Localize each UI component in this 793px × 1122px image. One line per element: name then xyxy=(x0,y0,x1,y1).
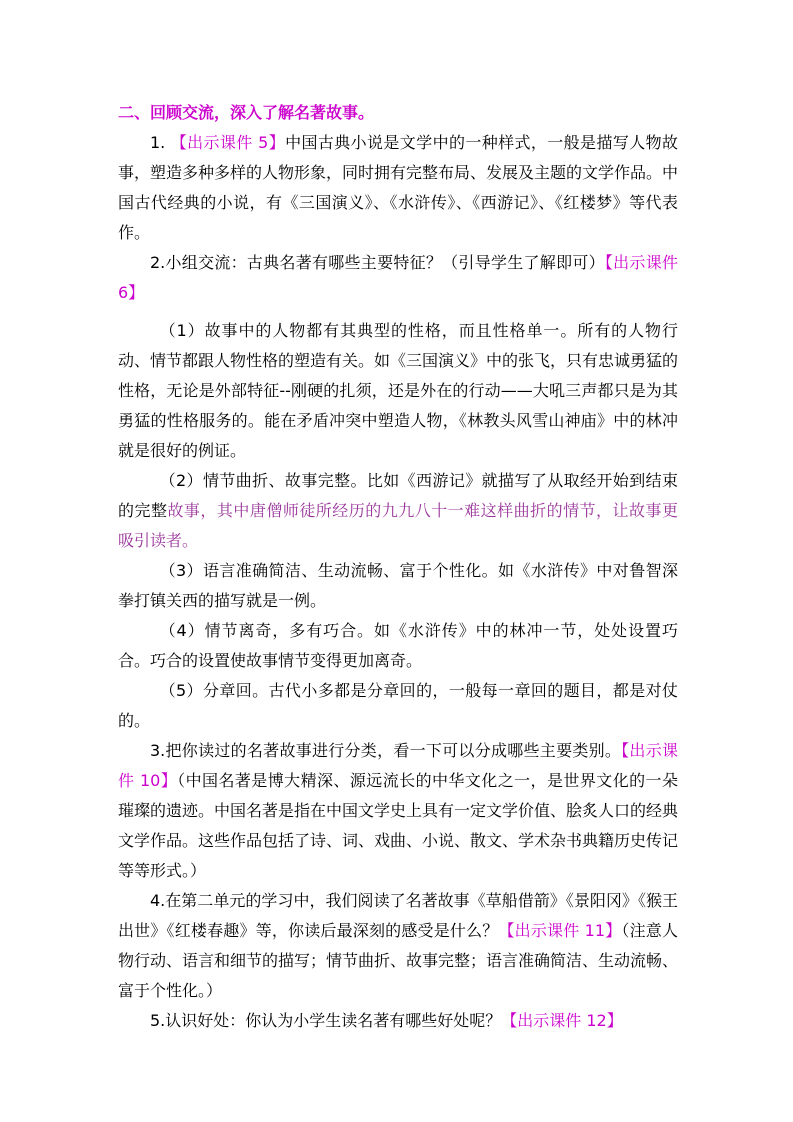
feature-2-text: （2）情节曲折、故事完整。比如《西游记》就描写了从取经开始到结束的完整 xyxy=(118,471,678,520)
feature-4: （4）情节离奇，多有巧合。如《水浒传》中的林冲一节，处处设置巧合。巧合的设置使故事情节变得更加离奇。 xyxy=(118,621,678,670)
paragraph-5 xyxy=(118,1006,678,1036)
paragraph-2-text: 2.小组交流：古典名著有哪些主要特征？（引导学生了解即可） xyxy=(150,253,605,272)
feature-2-highlight: 故事，其中唐僧师徒所经历的九九八十一难这样曲折的情节，让故事更吸引读者。 xyxy=(118,501,678,550)
courseware-tag-11: 【出示课件 11】 xyxy=(498,921,622,940)
paragraph-5-text: 5.认识好处：你认为小学生读名著有哪些好处呢？ xyxy=(150,1011,502,1030)
paragraph-4-note: （注意人物行动、语言和细节的描写；情节曲折、故事完整；语言准确简洁、生动流畅、富于个性化。） xyxy=(118,921,679,1000)
paragraph-1-text: 中国古典小说是文学中的一种样式，一般是描写人物故事，塑造多种多样的人物形象，同时拥有完整布局、发展及主题的文学作品。中国古代经典的小说，有《三国演义》、《水浒传》、《西游记》、《红楼梦》等代表作。 xyxy=(118,133,679,242)
feature-3: （3）语言准确简洁、生动流畅、富于个性化。如《水浒传》中对鲁智深拳打镇关西的描写就是一例。 xyxy=(118,561,678,610)
paragraph-1 xyxy=(118,128,678,248)
paragraph-3-text: 3.把你读过的名著故事进行分类，看一下可以分成哪些主要类别。 xyxy=(150,741,622,760)
paragraph-3 xyxy=(118,736,678,886)
paragraph-4-text: 4.在第二单元的学习中，我们阅读了名著故事《草船借箭》《景阳冈》《猴王出世》《红楼春趣》等，你读后最深刻的感受是什么？ xyxy=(118,891,678,940)
feature-2 xyxy=(118,466,678,556)
paragraph-4 xyxy=(118,886,678,1006)
feature-1: （1）故事中的人物都有其典型的性格，而且性格单一。所有的人物行动、情节都跟人物性格的塑造有关。如《三国演义》中的张飞，只有忠诚勇猛的性格，无论是外部特征--刚硬的扎须，还是外在的行动——大吼三声都只是为其勇猛的性格服务的。能在矛盾冲突中塑造人物，《林教头风雪山神庙》中的林冲就是很好的例证。 xyxy=(118,321,679,460)
courseware-tag-6: 【出示课件 6】 xyxy=(118,253,678,302)
paragraph-2 xyxy=(118,248,678,308)
courseware-tag-10: 【出示课件 10】 xyxy=(118,741,678,790)
feature-5: （5）分章回。古代小多都是分章回的，一般每一章回的题目，都是对仗的。 xyxy=(118,681,678,730)
section-heading: 二、回顾交流，深入了解名著故事。 xyxy=(118,103,375,122)
courseware-tag-12: 【出示课件 12】 xyxy=(501,1011,623,1030)
courseware-tag-5: 【出示课件 5】 xyxy=(170,133,286,152)
document-page xyxy=(118,98,678,1036)
paragraph-1-number: 1. xyxy=(150,133,171,152)
paragraph-3-note: （中国名著是博大精深、源远流长的中华文化之一，是世界文化的一朵璀璨的遗迹。中国名著是指在中国文学史上具有一定文学价值、脍炙人口的经典文学作品。这些作品包括了诗、词、戏曲、小说、散文、学术杂书典籍历史传记等等形式。） xyxy=(118,771,679,880)
